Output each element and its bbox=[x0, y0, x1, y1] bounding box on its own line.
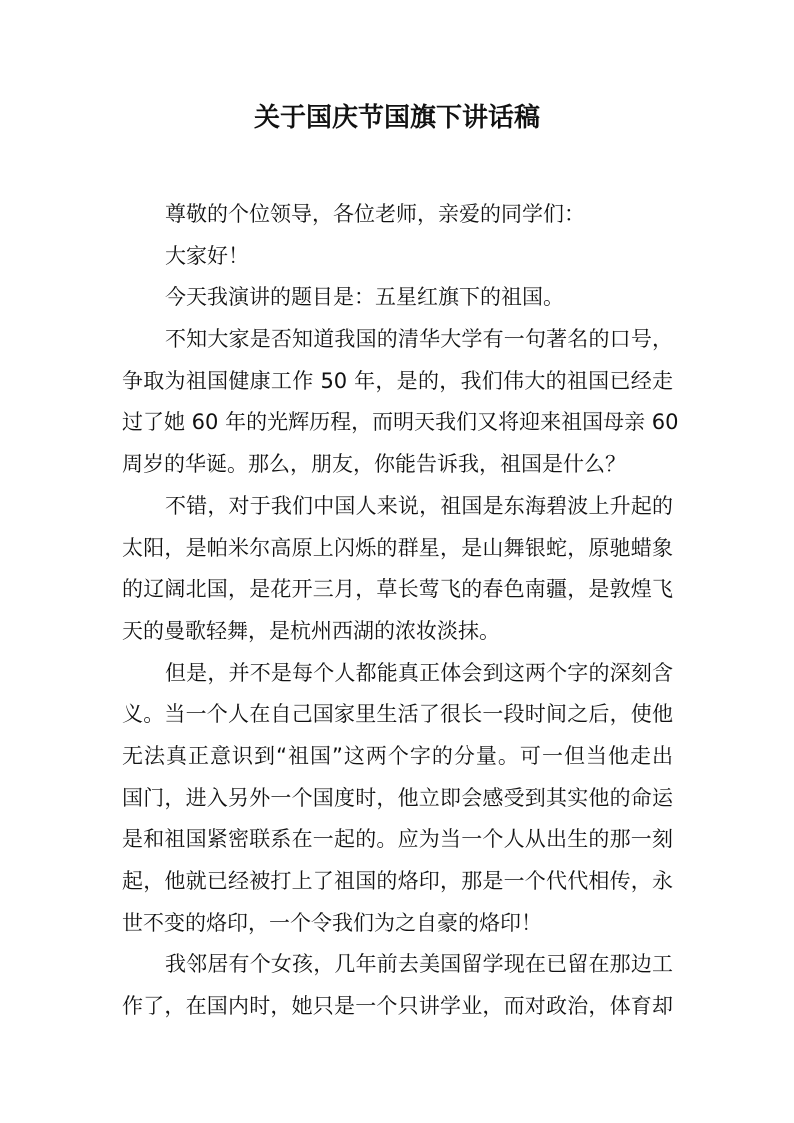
text-line: 不错，对于我们中国人来说，祖国是东海碧波上升起的 bbox=[165, 493, 673, 518]
text-line: 国门，进入另外一个国度时，他立即会感受到其实他的命运 bbox=[122, 785, 673, 810]
paragraph bbox=[122, 194, 673, 236]
text-line: 过了她 60 年的光辉历程，而明天我们又将迎来祖国母亲 60 bbox=[122, 410, 679, 435]
text-line: 义。当一个人在自己国家里生活了很长一段时间之后，使他 bbox=[122, 702, 673, 727]
text-line: 太阳，是帕米尔高原上闪烁的群星，是山舞银蛇，原驰蜡象 bbox=[122, 535, 673, 560]
text-line: 的辽阔北国，是花开三月，草长莺飞的春色南疆，是敦煌飞 bbox=[122, 577, 673, 602]
paragraph bbox=[122, 319, 679, 486]
text-line: 我邻居有个女孩，几年前去美国留学现在已留在那边工 bbox=[165, 952, 673, 977]
text-line: 无法真正意识到“祖国”这两个字的分量。可一但当他走出 bbox=[122, 743, 673, 768]
text-line: 是和祖国紧密联系在一起的。应为当一个人从出生的那一刻 bbox=[122, 827, 673, 852]
text-line: 天的曼歌轻舞，是杭州西湖的浓妆淡抹。 bbox=[122, 618, 500, 643]
document-title: 关于国庆节国旗下讲话稿 bbox=[253, 103, 540, 133]
text-line: 尊敬的个位领导，各位老师，亲爱的同学们： bbox=[165, 202, 585, 226]
document-body bbox=[122, 194, 679, 1028]
text-line: 作了，在国内时，她只是一个只讲学业，而对政治，体育却 bbox=[122, 994, 673, 1019]
text-line: 争取为祖国健康工作 50 年，是的，我们伟大的祖国已经走 bbox=[122, 368, 673, 393]
paragraph bbox=[122, 944, 673, 1027]
text-line: 不知大家是否知道我国的清华大学有一句著名的口号， bbox=[165, 327, 673, 352]
text-line: 大家好！ bbox=[165, 243, 249, 268]
text-line: 但是，并不是每个人都能真正体会到这两个字的深刻含 bbox=[165, 660, 673, 685]
paragraph bbox=[122, 277, 673, 319]
text-line: 世不变的烙印，一个令我们为之自豪的烙印！ bbox=[122, 910, 542, 935]
paragraph bbox=[122, 653, 673, 945]
text-line: 起，他就已经被打上了祖国的烙印，那是一个代代相传，永 bbox=[122, 869, 673, 893]
paragraph bbox=[122, 486, 673, 653]
text-line: 周岁的华诞。那么，朋友，你能告诉我，祖国是什么？ bbox=[122, 452, 626, 477]
text-line: 今天我演讲的题目是：五星红旗下的祖国。 bbox=[165, 285, 564, 310]
paragraph bbox=[122, 236, 673, 278]
